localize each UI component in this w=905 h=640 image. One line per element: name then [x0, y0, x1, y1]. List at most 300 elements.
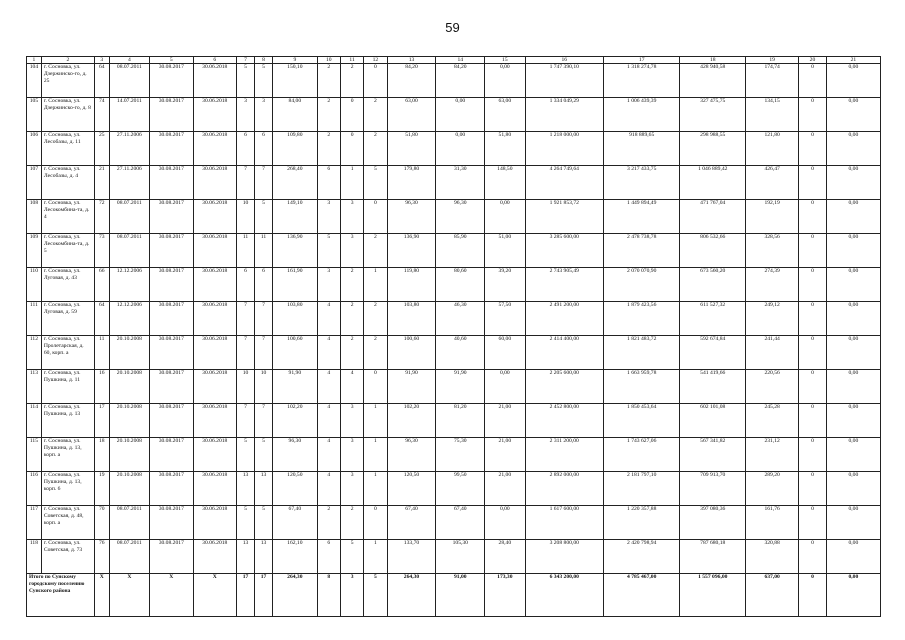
table-cell: 19	[94, 472, 109, 506]
table-row	[27, 234, 881, 268]
table-cell: 21	[94, 166, 109, 200]
table-cell: 84,00	[273, 98, 318, 132]
table-cell: 2	[364, 132, 387, 166]
total-cell: 1 557 096,00	[680, 574, 746, 617]
table-row	[27, 166, 881, 200]
table-cell: 0	[799, 200, 827, 234]
table-cell: 3 208 800,00	[525, 540, 604, 574]
table-cell: 5	[317, 234, 340, 268]
table-cell: 6	[317, 166, 340, 200]
table-cell: 241,44	[746, 336, 799, 370]
table-cell: 2 478 738,78	[604, 234, 680, 268]
table-cell: 428 940,58	[680, 64, 746, 98]
table-cell: 162,10	[273, 540, 318, 574]
table-row	[27, 506, 881, 540]
table-cell: 105,30	[436, 540, 485, 574]
table-cell: 1 334 049,29	[525, 98, 604, 132]
table-cell: 231,12	[746, 438, 799, 472]
table-cell: 13	[237, 472, 255, 506]
table-cell: 17	[94, 404, 109, 438]
table-cell: 12.12.2006	[109, 268, 149, 302]
table-cell: 3	[340, 438, 363, 472]
table-cell: 4	[317, 302, 340, 336]
table-cell: 0	[364, 64, 387, 98]
table-cell: 1 921 853,72	[525, 200, 604, 234]
table-cell: 6	[255, 132, 273, 166]
table-cell: 103,80	[387, 302, 436, 336]
table-cell: 426,47	[746, 166, 799, 200]
total-row	[27, 574, 881, 617]
table-cell: 0	[799, 370, 827, 404]
table-cell: 5	[255, 506, 273, 540]
table-cell: 0	[799, 98, 827, 132]
table-cell: 102,20	[273, 404, 318, 438]
table-cell: 7	[255, 302, 273, 336]
table-cell: 08.07.2011	[109, 200, 149, 234]
table-cell: 96,30	[273, 438, 318, 472]
table-cell: 298 988,55	[680, 132, 746, 166]
table-cell: 709 913,70	[680, 472, 746, 506]
table-cell: 592 674,84	[680, 336, 746, 370]
table-cell: 148,50	[485, 166, 525, 200]
table-cell: 1	[364, 438, 387, 472]
table-cell: 96,30	[436, 200, 485, 234]
table-cell: 2 181 797,10	[604, 472, 680, 506]
table-cell: 30.08.2017	[150, 370, 193, 404]
table-cell: 121,80	[746, 132, 799, 166]
table-cell: 20.10.2008	[109, 370, 149, 404]
total-cell: 3	[340, 574, 363, 617]
table-cell: 4	[317, 438, 340, 472]
table-cell: 0	[340, 132, 363, 166]
column-number-2: 2	[41, 57, 94, 64]
table-cell: 91,90	[273, 370, 318, 404]
table-cell: 4	[340, 370, 363, 404]
table-cell: 1 318 274,78	[604, 64, 680, 98]
address-cell: г. Сосновка, ул. Пролетарская, д. 60, корп. а	[41, 336, 94, 370]
table-cell: 4	[317, 404, 340, 438]
table-cell: 30.06.2018	[193, 200, 236, 234]
table-cell: 30.06.2018	[193, 166, 236, 200]
table-cell: 104	[27, 64, 42, 98]
table-cell: 08.07.2011	[109, 506, 149, 540]
table-row	[27, 404, 881, 438]
table-cell: 6	[237, 132, 255, 166]
total-cell: 264,30	[273, 574, 318, 617]
table-cell: 220,56	[746, 370, 799, 404]
table-cell: 136,90	[387, 234, 436, 268]
table-cell: 10	[237, 200, 255, 234]
table-cell: 2	[364, 336, 387, 370]
table-cell: 1	[364, 404, 387, 438]
table-cell: 0	[799, 234, 827, 268]
table-row	[27, 472, 881, 506]
table-cell: 120,50	[273, 472, 318, 506]
table-cell: 111	[27, 302, 42, 336]
table-cell: 30.08.2017	[150, 132, 193, 166]
table-cell: 0,00	[826, 234, 880, 268]
table-cell: 0,00	[485, 370, 525, 404]
table-cell: 10	[255, 370, 273, 404]
table-cell: 114	[27, 404, 42, 438]
table-cell: 46,30	[436, 302, 485, 336]
table-cell: 5	[237, 64, 255, 98]
table-cell: 471 767,04	[680, 200, 746, 234]
table-cell: 249,12	[746, 302, 799, 336]
table-cell: 109,80	[273, 132, 318, 166]
table-cell: 30.06.2018	[193, 472, 236, 506]
column-number-4: 4	[109, 57, 149, 64]
table-cell: 30.08.2017	[150, 336, 193, 370]
table-cell: 1	[364, 472, 387, 506]
table-cell: 1	[364, 268, 387, 302]
column-number-12: 12	[364, 57, 387, 64]
table-cell: 20.10.2008	[109, 336, 149, 370]
table-cell: 115	[27, 438, 42, 472]
table-cell: 0	[364, 370, 387, 404]
table-cell: 2	[317, 506, 340, 540]
address-cell: г. Сосновка, ул. Лесобазы, д. 11	[41, 132, 94, 166]
table-cell: 11	[255, 234, 273, 268]
table-cell: 91,90	[387, 370, 436, 404]
table-cell: 74	[94, 98, 109, 132]
address-cell: г. Сосновка, ул. Дзержинско-го, д. 25	[41, 64, 94, 98]
table-cell: 3 285 600,00	[525, 234, 604, 268]
table-cell: 0,00	[826, 438, 880, 472]
column-number-21: 21	[826, 57, 880, 64]
table-cell: 51,00	[485, 234, 525, 268]
table-row	[27, 336, 881, 370]
table-cell: 320,88	[746, 540, 799, 574]
table-cell: 103,80	[273, 302, 318, 336]
table-cell: 12.12.2006	[109, 302, 149, 336]
table-cell: 27.11.2006	[109, 166, 149, 200]
housing-register-table	[26, 56, 881, 617]
table-cell: 3	[317, 268, 340, 302]
table-cell: 76	[94, 540, 109, 574]
table-row	[27, 132, 881, 166]
column-number-5: 5	[150, 57, 193, 64]
table-cell: 14.07.2011	[109, 98, 149, 132]
table-cell: 7	[255, 404, 273, 438]
table-cell: 30.08.2017	[150, 472, 193, 506]
total-cell: 17	[255, 574, 273, 617]
table-cell: 3	[340, 404, 363, 438]
table-cell: 13	[255, 540, 273, 574]
table-cell: 30.06.2018	[193, 438, 236, 472]
table-cell: 30.08.2017	[150, 438, 193, 472]
total-cell: 0,00	[826, 574, 880, 617]
table-cell: 3	[340, 200, 363, 234]
table-cell: 4	[317, 472, 340, 506]
table-cell: 25	[94, 132, 109, 166]
address-cell: г. Сосновка, ул. Пушкина, д. 13, корп. а	[41, 438, 94, 472]
table-cell: 10	[237, 370, 255, 404]
column-number-18: 18	[680, 57, 746, 64]
table-cell: 806 532,66	[680, 234, 746, 268]
address-cell: г. Сосновка, ул. Советская, д. 73	[41, 540, 94, 574]
column-number-9: 9	[273, 57, 318, 64]
table-cell: 64	[94, 64, 109, 98]
table-cell: 2	[364, 98, 387, 132]
table-cell: 30.08.2017	[150, 268, 193, 302]
table-cell: 673 560,20	[680, 268, 746, 302]
table-cell: 21,00	[485, 472, 525, 506]
table-cell: 397 080,36	[680, 506, 746, 540]
table-cell: 541 419,66	[680, 370, 746, 404]
table-cell: 30.06.2018	[193, 268, 236, 302]
table-cell: 611 527,32	[680, 302, 746, 336]
table-cell: 120,50	[387, 472, 436, 506]
table-cell: 2	[317, 64, 340, 98]
table-cell: 0,00	[826, 472, 880, 506]
table-cell: 2	[317, 132, 340, 166]
address-cell: г. Сосновка, ул. Луговая, д. 43	[41, 268, 94, 302]
table-cell: 30.08.2017	[150, 506, 193, 540]
total-cell: X	[150, 574, 193, 617]
column-number-6: 6	[193, 57, 236, 64]
column-number-13: 13	[387, 57, 436, 64]
table-cell: 11	[237, 234, 255, 268]
table-cell: 116	[27, 472, 42, 506]
table-cell: 5	[237, 506, 255, 540]
table-cell: 161,76	[746, 506, 799, 540]
table-cell: 1 743 627,06	[604, 438, 680, 472]
table-cell: 113	[27, 370, 42, 404]
table-cell: 73	[94, 234, 109, 268]
table-row	[27, 200, 881, 234]
column-number-19: 19	[746, 57, 799, 64]
table-row	[27, 98, 881, 132]
table-cell: 2 491 200,00	[525, 302, 604, 336]
table-cell: 2 892 000,00	[525, 472, 604, 506]
table-cell: 5	[364, 166, 387, 200]
total-cell: 4 785 467,00	[604, 574, 680, 617]
table-cell: 110	[27, 268, 42, 302]
table-cell: 1 449 894,49	[604, 200, 680, 234]
table-cell: 1 850 453,64	[604, 404, 680, 438]
table-cell: 4	[317, 336, 340, 370]
table-cell: 30.08.2017	[150, 64, 193, 98]
table-cell: 1 218 000,00	[525, 132, 604, 166]
table-cell: 6	[237, 268, 255, 302]
table-cell: 30.06.2018	[193, 302, 236, 336]
table-cell: 2	[340, 336, 363, 370]
address-cell: г. Сосновка, ул. Советская, д. 48, корп. а	[41, 506, 94, 540]
address-cell: г. Сосновка, ул. Лесокомбина-та, д. 4	[41, 200, 94, 234]
total-cell: 6 343 200,00	[525, 574, 604, 617]
table-cell: 0,00	[485, 200, 525, 234]
table-cell: 0,00	[826, 64, 880, 98]
total-cell: 264,30	[387, 574, 436, 617]
table-cell: 20.10.2008	[109, 438, 149, 472]
table-cell: 0,00	[485, 64, 525, 98]
column-number-8: 8	[255, 57, 273, 64]
table-cell: 602 101,08	[680, 404, 746, 438]
address-cell: г. Сосновка, ул. Лесобазы, д. 4	[41, 166, 94, 200]
table-cell: 918 889,65	[604, 132, 680, 166]
table-cell: 4 264 749,64	[525, 166, 604, 200]
table-cell: 16	[94, 370, 109, 404]
table-cell: 0,00	[826, 166, 880, 200]
table-cell: 5	[255, 64, 273, 98]
table-cell: 7	[255, 336, 273, 370]
table-cell: 80,60	[436, 268, 485, 302]
table-cell: 289,20	[746, 472, 799, 506]
table-cell: 7	[237, 302, 255, 336]
table-cell: 1 663 959,78	[604, 370, 680, 404]
table-cell: 327 475,75	[680, 98, 746, 132]
table-cell: 85,90	[436, 234, 485, 268]
table-cell: 268,40	[273, 166, 318, 200]
table-cell: 6	[255, 268, 273, 302]
table-cell: 1 220 357,88	[604, 506, 680, 540]
table-cell: 21,00	[485, 404, 525, 438]
table-cell: 108	[27, 200, 42, 234]
table-cell: 2	[340, 302, 363, 336]
table-cell: 567 341,82	[680, 438, 746, 472]
table-row	[27, 540, 881, 574]
table-cell: 7	[237, 404, 255, 438]
table-cell: 0,00	[826, 268, 880, 302]
table-cell: 134,15	[746, 98, 799, 132]
table-cell: 2 452 800,00	[525, 404, 604, 438]
table-cell: 3	[317, 200, 340, 234]
table-cell: 30.06.2018	[193, 132, 236, 166]
table-cell: 84,20	[387, 64, 436, 98]
column-number-15: 15	[485, 57, 525, 64]
column-number-10: 10	[317, 57, 340, 64]
table-cell: 1 821 483,72	[604, 336, 680, 370]
table-cell: 70	[94, 506, 109, 540]
table-cell: 3	[340, 234, 363, 268]
table-cell: 64	[94, 302, 109, 336]
column-number-3: 3	[94, 57, 109, 64]
table-cell: 0,00	[436, 98, 485, 132]
total-cell: 173,30	[485, 574, 525, 617]
table-cell: 0	[799, 132, 827, 166]
table-cell: 0,00	[436, 132, 485, 166]
table-cell: 30.08.2017	[150, 302, 193, 336]
table-cell: 60,00	[485, 336, 525, 370]
table-cell: 0,00	[826, 200, 880, 234]
table-cell: 2 070 070,90	[604, 268, 680, 302]
table-cell: 2 743 905,49	[525, 268, 604, 302]
table-cell: 30.06.2018	[193, 540, 236, 574]
table-cell: 67,40	[436, 506, 485, 540]
table-cell: 0	[799, 268, 827, 302]
table-cell: 133,70	[387, 540, 436, 574]
table-row	[27, 438, 881, 472]
table-cell: 11	[94, 336, 109, 370]
table-cell: 1 006 439,39	[604, 98, 680, 132]
table-cell: 150,10	[273, 64, 318, 98]
table-cell: 30.08.2017	[150, 404, 193, 438]
address-cell: г. Сосновка, ул. Пушкина, д. 11	[41, 370, 94, 404]
table-cell: 112	[27, 336, 42, 370]
table-cell: 0,00	[826, 302, 880, 336]
table-row	[27, 302, 881, 336]
table-cell: 119,80	[387, 268, 436, 302]
table-cell: 174,74	[746, 64, 799, 98]
address-cell: г. Сосновка, ул. Луговая, д. 59	[41, 302, 94, 336]
table-cell: 30.08.2017	[150, 98, 193, 132]
table-cell: 99,50	[436, 472, 485, 506]
table-cell: 21,00	[485, 438, 525, 472]
column-number-7: 7	[237, 57, 255, 64]
table-cell: 5	[255, 438, 273, 472]
table-cell: 100,60	[387, 336, 436, 370]
table-cell: 0,00	[485, 506, 525, 540]
table-cell: 72	[94, 200, 109, 234]
table-cell: 0,00	[826, 506, 880, 540]
table-cell: 0	[364, 506, 387, 540]
table-cell: 20.10.2008	[109, 472, 149, 506]
table-cell: 328,56	[746, 234, 799, 268]
column-number-17: 17	[604, 57, 680, 64]
table-cell: 100,60	[273, 336, 318, 370]
table-cell: 84,20	[436, 64, 485, 98]
table-cell: 67,40	[387, 506, 436, 540]
table-cell: 30.08.2017	[150, 234, 193, 268]
table-cell: 18	[94, 438, 109, 472]
table-cell: 30.06.2018	[193, 336, 236, 370]
table-cell: 3	[255, 98, 273, 132]
table-cell: 08.07.2011	[109, 64, 149, 98]
table-cell: 30.08.2017	[150, 200, 193, 234]
table-cell: 2	[340, 506, 363, 540]
table-cell: 1 747 390,10	[525, 64, 604, 98]
table-cell: 20.10.2008	[109, 404, 149, 438]
column-number-14: 14	[436, 57, 485, 64]
address-cell: г. Сосновка, ул. Лесокомбина-та, д. 5	[41, 234, 94, 268]
table-cell: 6	[317, 540, 340, 574]
address-cell: г. Сосновка, ул. Пушкина, д. 13	[41, 404, 94, 438]
table-cell: 66	[94, 268, 109, 302]
table-cell: 30.06.2018	[193, 234, 236, 268]
table-cell: 5	[340, 540, 363, 574]
table-cell: 0,00	[826, 132, 880, 166]
table-cell: 2 205 600,00	[525, 370, 604, 404]
table-cell: 4	[317, 370, 340, 404]
table-cell: 1 046 889,42	[680, 166, 746, 200]
table-cell: 2 311 200,00	[525, 438, 604, 472]
total-cell: X	[193, 574, 236, 617]
table-cell: 30.06.2018	[193, 404, 236, 438]
column-number-11: 11	[340, 57, 363, 64]
table-cell: 96,30	[387, 200, 436, 234]
table-cell: 161,90	[273, 268, 318, 302]
table-cell: 0,00	[826, 336, 880, 370]
table-cell: 30.06.2018	[193, 64, 236, 98]
table-cell: 91,90	[436, 370, 485, 404]
table-cell: 0,00	[826, 540, 880, 574]
total-cell: 91,00	[436, 574, 485, 617]
table-cell: 0	[799, 438, 827, 472]
table-cell: 106	[27, 132, 42, 166]
table-cell: 107	[27, 166, 42, 200]
table-cell: 0,00	[826, 98, 880, 132]
table-cell: 40,60	[436, 336, 485, 370]
table-cell: 1	[340, 166, 363, 200]
table-cell: 1 879 423,56	[604, 302, 680, 336]
total-cell: 8	[317, 574, 340, 617]
table-cell: 30.06.2018	[193, 506, 236, 540]
total-cell: 0	[799, 574, 827, 617]
table-cell: 3	[340, 472, 363, 506]
table-cell: 2	[340, 268, 363, 302]
table-cell: 31,30	[436, 166, 485, 200]
